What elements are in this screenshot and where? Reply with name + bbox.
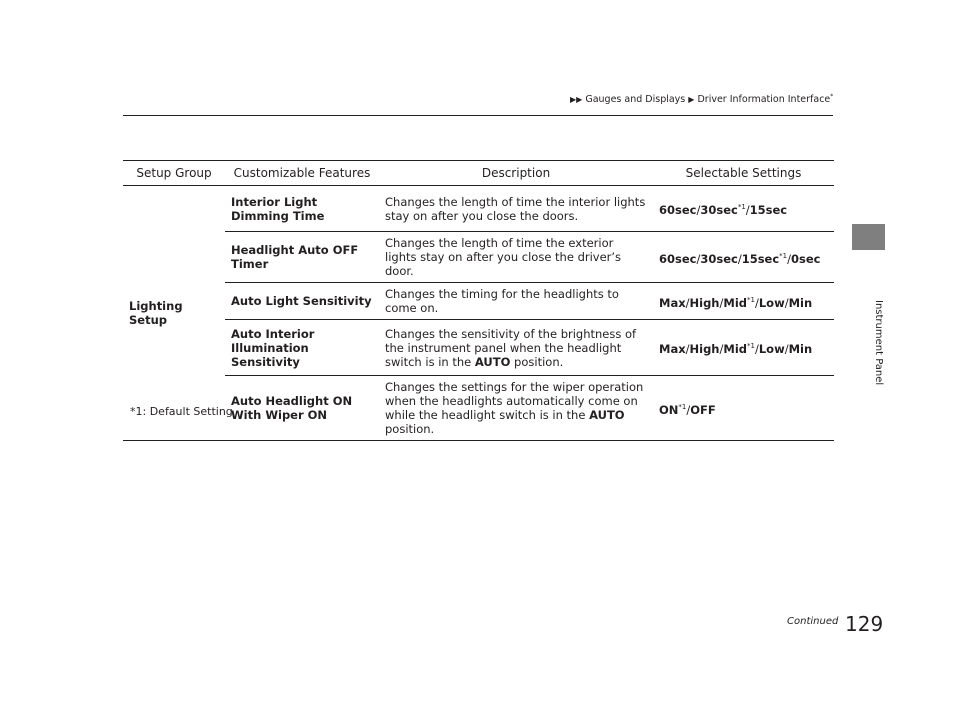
description-text: Changes the settings for the wiper operation when the headlights automatically come on while the headlight switch is in the <box>385 380 644 422</box>
setting-option: 0sec <box>791 251 821 266</box>
setting-option: High <box>689 295 720 310</box>
table-header-row <box>123 161 834 186</box>
settings-cell <box>653 320 834 376</box>
feature-cell: Auto Headlight ON With Wiper ON <box>225 376 379 441</box>
setting-option: 15sec <box>741 251 780 266</box>
setting-separator: / <box>784 341 789 356</box>
setting-separator: / <box>754 341 759 356</box>
settings-cell <box>653 232 834 283</box>
setting-separator: / <box>787 251 791 266</box>
feature-cell: Auto Light Sensitivity <box>225 283 379 320</box>
setting-separator: / <box>685 295 690 310</box>
default-mark: *1 <box>737 203 746 212</box>
settings-cell <box>653 186 834 232</box>
setting-option: Max <box>659 295 686 310</box>
default-mark: *1 <box>747 295 755 304</box>
description-cell: Changes the length of time the exterior lights stay on after you close the driver’s door. <box>379 232 653 283</box>
setting-separator: / <box>745 202 750 217</box>
setting-option: 60sec <box>659 251 697 266</box>
description-text: position. <box>510 354 564 369</box>
col-header-features: Customizable Features <box>225 161 379 186</box>
header-rule <box>123 115 833 116</box>
description-cell: Changes the length of time the interior lights stay on after you close the doors. <box>379 186 653 232</box>
breadcrumb-item-dii[interactable]: Driver Information Interface <box>697 94 831 106</box>
description-keyword: AUTO <box>589 408 625 422</box>
setting-separator: / <box>685 341 690 356</box>
description-keyword: AUTO <box>474 354 511 369</box>
default-mark: *1 <box>678 402 687 411</box>
setting-option: Min <box>788 341 813 356</box>
setting-separator: / <box>696 251 701 266</box>
setting-separator: / <box>719 341 724 356</box>
section-tab <box>852 224 885 250</box>
table-row <box>123 232 834 283</box>
breadcrumb <box>570 93 833 105</box>
setting-separator: / <box>754 295 759 310</box>
settings-table <box>123 160 834 441</box>
default-mark: *1 <box>779 251 788 260</box>
setting-separator: / <box>696 202 701 217</box>
setting-option: Max <box>659 341 686 356</box>
setting-separator: / <box>686 402 691 417</box>
feature-cell: Headlight Auto OFF Timer <box>225 232 379 283</box>
setting-option: 15sec <box>749 202 788 217</box>
description-cell <box>379 376 653 441</box>
setting-option: 30sec <box>700 202 738 217</box>
setting-option: ON <box>659 402 679 417</box>
setting-option: High <box>689 341 720 356</box>
description-text: position. <box>385 422 435 436</box>
setting-option: Low <box>758 341 785 356</box>
setting-separator: / <box>784 295 789 310</box>
table-row <box>123 283 834 320</box>
description-cell: Changes the timing for the headlights to come on. <box>379 283 653 320</box>
setting-option: OFF <box>690 402 716 417</box>
col-header-settings: Selectable Settings <box>653 161 834 186</box>
table-row <box>123 186 834 232</box>
double-arrow-icon: ▶▶ <box>570 95 583 105</box>
settings-cell <box>653 283 834 320</box>
arrow-icon: ▶ <box>688 95 695 105</box>
settings-cell <box>653 376 834 441</box>
setting-separator: / <box>719 295 724 310</box>
feature-cell: Interior Light Dimming Time <box>225 186 379 232</box>
setting-separator: / <box>737 251 742 266</box>
setting-option: Mid <box>723 295 747 310</box>
setting-option: Min <box>788 295 813 310</box>
setting-option: 30sec <box>700 251 738 266</box>
setup-group-cell: Lighting Setup <box>123 186 225 441</box>
setting-option: Mid <box>723 341 747 356</box>
description-text: Changes the sensitivity of the brightness of the instrument panel when the headlight switch is in the <box>385 326 637 369</box>
setting-option: Low <box>758 295 785 310</box>
continued-label: Continued <box>787 616 839 627</box>
setting-option: 60sec <box>659 202 697 217</box>
page-number: 129 <box>845 612 884 636</box>
description-cell <box>379 320 653 376</box>
breadcrumb-mark: * <box>830 93 834 100</box>
side-section-label: Instrument Panel <box>873 300 884 386</box>
footnote: *1: Default Setting <box>130 405 233 418</box>
breadcrumb-item-gauges[interactable]: Gauges and Displays <box>585 94 686 106</box>
default-mark: *1 <box>747 342 755 351</box>
feature-cell: Auto Interior Illumination Sensitivity <box>225 320 379 376</box>
col-header-setup-group: Setup Group <box>123 161 225 186</box>
col-header-description: Description <box>379 161 653 186</box>
table-row <box>123 320 834 376</box>
